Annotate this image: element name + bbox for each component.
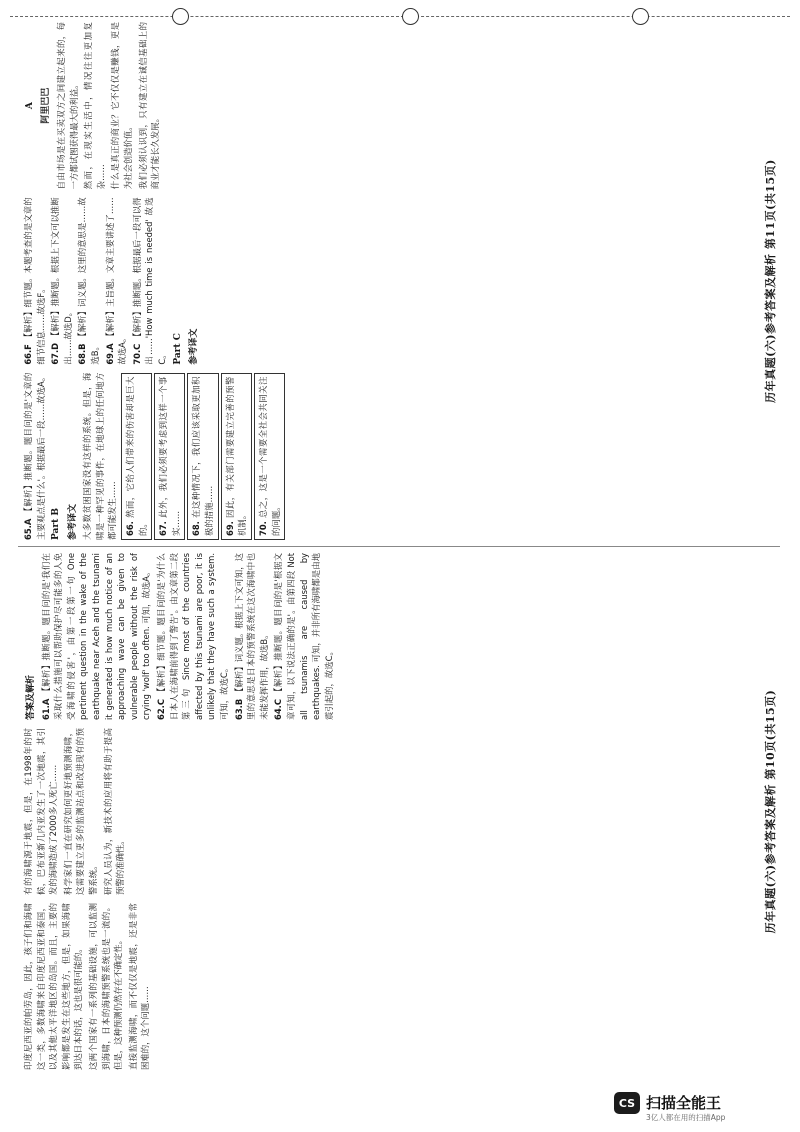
answer-number: 61.A xyxy=(40,698,51,720)
answer-number: 63.B xyxy=(233,698,244,720)
passage-subtitle: 阿里巴巴 xyxy=(40,87,51,124)
answer-item xyxy=(233,553,271,720)
column xyxy=(22,197,758,364)
answer-number: 67.D xyxy=(50,342,61,365)
section-heading: 参考译文 xyxy=(67,503,78,540)
box-number: 69. xyxy=(224,521,235,536)
answer-text: 【解析】主旨题。文章主要讲述了……故选A。 xyxy=(104,197,128,365)
box-text: 因此，有关部门需要建立完善的预警机制。 xyxy=(224,376,248,536)
answer-item xyxy=(131,197,169,364)
answer-item xyxy=(22,373,47,540)
answer-item xyxy=(49,197,74,364)
answer-number: 62.C xyxy=(155,699,166,720)
answer-item xyxy=(155,553,231,720)
answer-number: 68.B xyxy=(77,343,88,365)
answer-text: 【解析】词义题。这里的意思是……故选B。 xyxy=(77,197,101,365)
box-text: 在这种情况下，我们应该采取更加积极的措施…… xyxy=(191,376,215,536)
answer-number: 65.A xyxy=(23,518,33,540)
section-heading: 答案及解析 xyxy=(26,674,36,720)
answer-text: 【解析】推断题。根据上下文可以推断出……故选D。 xyxy=(50,197,73,365)
paragraph: 什么是真正的商业？它不仅仅是赚钱，更是为社会创造价值。 xyxy=(110,22,134,190)
answer-item xyxy=(272,553,335,720)
column xyxy=(22,903,758,1070)
camscanner-logo-icon: CS xyxy=(614,1092,640,1114)
boxed-sentence xyxy=(187,373,218,540)
box-number: 67. xyxy=(158,521,169,536)
brand-tagline: 3亿人都在用的扫描App xyxy=(646,1113,726,1122)
answer-text: 【解析】细节题。本题考查的是文章的细节信息……故选F。 xyxy=(23,197,46,365)
answer-number: 69.A xyxy=(104,343,115,365)
answer-item xyxy=(104,197,129,364)
page-right xyxy=(18,16,780,546)
scanner-watermark xyxy=(614,1090,794,1126)
column xyxy=(22,553,758,720)
column xyxy=(22,22,758,189)
boxed-sentence xyxy=(254,373,285,540)
answer-item xyxy=(40,553,153,720)
answer-text: 【解析】推断题。题目问的是'我们在采取什么措施可以帮助保护尽可能多的人免受海啸的侵害'，由第一段第一句 One pertinent question in the wake of the earthquake near Aceh and the tsunami it generated is how much notice of an approaching wave can be given to vulnerable people without the risk of crying 'wolf' too often. 可知，故选A。 xyxy=(40,553,152,720)
paragraph: 我们必须认识到，只有建立在诚信基础上的商业才能长久发展。 xyxy=(137,22,161,190)
answer-text: 【解析】推断题。题目问的是'文章的主要观点是什么'。根据最后一段……故选A。 xyxy=(23,372,46,540)
page-footer: 历年真题(六)参考答案及解析 第11页(共15页) xyxy=(764,159,777,403)
answer-number: 64.C xyxy=(273,699,284,720)
passage-title: A xyxy=(25,102,35,110)
section-heading: Part B xyxy=(51,508,62,540)
paragraph: 科学家们一直在研究如何更好地预测海啸，这需要建立更多的监测站点和改进现有的预警系统。 xyxy=(62,728,99,895)
scanned-sheet xyxy=(18,16,780,1076)
box-number: 70. xyxy=(257,521,268,536)
page-right-columns xyxy=(22,22,758,540)
answer-text: 【解析】词义题。根据上下文可知，这里的意思是日本的预警系统在这次海啸中也未能发挥作用，故选B。 xyxy=(233,553,269,720)
column xyxy=(22,373,758,540)
boxed-sentence xyxy=(221,373,252,540)
box-text: 总之，这是一个需要全社会共同关注的问题。 xyxy=(257,376,281,536)
answer-text: 【解析】推断题。题目问的是'根据文章可知，以下说法正确的是'。由第四段 Not all tsunamis are caused by earthquakes. 可知，并非所有海啸都是由地震引起的，故选C。 xyxy=(273,553,334,720)
paragraph: 这两个国家有一系列的基础设施，可以监测到海啸，日本的海啸预警系统也是一流的。但是，这种预测仍然存在不确定性。 xyxy=(88,903,124,1070)
paragraph: 直接监测海啸，而不仅仅是地震，还是非常困难的，这个问题…… xyxy=(127,903,151,1070)
paragraph: 自由市场是在买卖双方之间建立起来的，每一方都试图获得最大的利益。 xyxy=(56,22,79,190)
section-heading: 参考译文 xyxy=(189,328,200,365)
boxed-sentence xyxy=(154,373,185,540)
column xyxy=(22,728,758,895)
answer-number: 66.F xyxy=(23,344,33,365)
box-number: 68. xyxy=(191,521,202,536)
paragraph: 研究人员认为，新技术的应用将有助于提高预警的准确性。 xyxy=(102,728,126,895)
section-heading: Part C xyxy=(172,333,183,365)
answer-number: 70.C xyxy=(131,343,142,365)
paragraph: 然而，在现实生活中，情况往往更加复杂…… xyxy=(83,22,106,190)
paragraph: 大多数贫困国家没有这样的系统。但是，海啸是一种罕见的事件，在地球上的任何地方都可能发生…… xyxy=(82,372,118,540)
brand-name: 扫描全能王 xyxy=(646,1094,722,1112)
paragraph: 印度尼西亚的帕劳岛，因此，孩子们和海啸这一类，多数海啸来自印度尼西亚和泰国，以及其他太平洋地区的岛国。而且，主要的影响都是发生在这些地方，但是，如果海啸到达日本的话，这也是很可能的。 xyxy=(23,903,84,1070)
box-number: 66. xyxy=(125,521,136,536)
box-text: 此外，我们必须要考虑到这样一个事实…… xyxy=(158,376,181,536)
box-text: 然而，它给人们带来的伤害却是巨大的。 xyxy=(125,376,148,536)
paragraph: 有的海啸源于地震，但是，在1998年的时候，巴布亚新几内亚发生了一次地震，其引发的海啸造成了2000多人死亡…… xyxy=(23,728,59,895)
answer-text: 【解析】推断题。根据最后一段可以得出……'How much time is needed' 故选C。 xyxy=(131,197,168,365)
answer-item xyxy=(22,197,47,364)
boxed-sentence xyxy=(121,373,152,540)
answer-text: 【解析】细节题。题目问的是'为什么日本人在海啸前得到了警告'。由文章第二段第三句 Since most of the countries affected by this tsunami are poor, it is unlikely that they have such a system. 可知，故选C。 xyxy=(155,553,230,720)
answer-item xyxy=(76,197,101,364)
page-left xyxy=(18,546,780,1076)
page-left-columns xyxy=(22,553,758,1070)
page-footer: 历年真题(六)参考答案及解析 第10页(共15页) xyxy=(764,689,777,934)
